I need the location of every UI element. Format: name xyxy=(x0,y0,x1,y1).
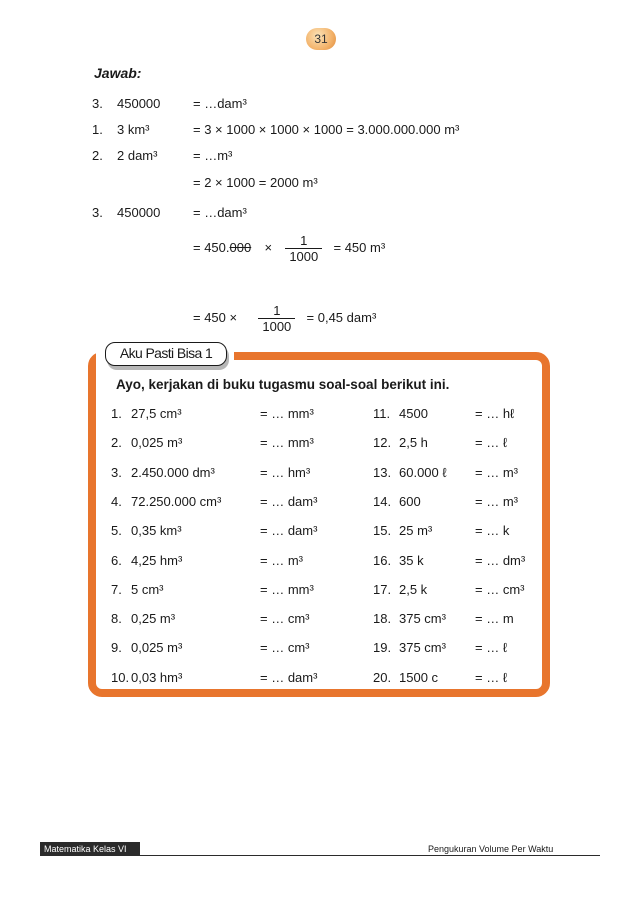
exercise-box xyxy=(88,345,550,697)
solution-row-5-lhs: 450000 xyxy=(117,205,161,220)
exercise-left-item-5-number: 5. xyxy=(111,523,122,539)
solution-row-6-pre: = 450. xyxy=(193,239,230,255)
exercise-right-item-3-question: 60.000 ℓ xyxy=(399,464,447,480)
exercise-right-item-3-answer: = … m³ xyxy=(475,464,518,480)
exercise-left-item-3-answer: = … hm³ xyxy=(260,464,311,480)
exercise-right-item-1-question: 4500 xyxy=(399,406,428,421)
exercise-right-item-5-answer: = … k xyxy=(475,523,510,539)
exercise-right-item-4-answer: = … m³ xyxy=(475,493,518,509)
exercise-right-item-7-question: 2,5 k xyxy=(399,581,428,597)
exercise-left-item-8-number: 8. xyxy=(111,611,122,627)
solution-row-5-number: 3. xyxy=(92,205,103,220)
exercise-left-item-1-question: 27,5 cm³ xyxy=(131,406,182,421)
footer-book-title: Matematika Kelas VI xyxy=(44,844,127,854)
exercise-left-item-7-question: 5 cm³ xyxy=(131,581,164,597)
exercise-left-item-5-answer: = … dam³ xyxy=(260,523,318,539)
exercise-left-item-1-answer: = … mm³ xyxy=(260,406,314,421)
solution-row-6-times: × xyxy=(264,239,273,255)
exercise-right-item-9-answer: = … ℓ xyxy=(475,640,508,656)
exercise-left-item-7-answer: = … mm³ xyxy=(260,581,314,597)
solution-row-7-result: = 0,45 dam³ xyxy=(306,309,377,325)
exercise-left-item-9-question: 0,025 m³ xyxy=(131,640,183,656)
exercise-right-item-7-number: 17. xyxy=(373,581,392,597)
exercise-left-item-10-question: 0,03 hm³ xyxy=(131,669,183,685)
exercise-right-item-6-number: 16. xyxy=(373,552,392,568)
exercise-left-item-10-number: 10. xyxy=(111,669,130,685)
exercise-left-item-7-number: 7. xyxy=(111,581,122,597)
solution-row-3-lhs: 2 dam³ xyxy=(117,148,158,163)
solution-row-1-lhs: 450000 xyxy=(117,96,161,111)
solution-row-7-pre: = 450 × xyxy=(193,309,238,325)
exercise-left-item-9-number: 9. xyxy=(111,640,122,656)
exercise-right-item-9-number: 19. xyxy=(373,640,392,656)
exercise-left-item-2-answer: = … mm³ xyxy=(260,435,314,451)
solution-row-7-fraction xyxy=(258,303,295,334)
exercise-right-item-2-answer: = … ℓ xyxy=(475,435,508,451)
exercise-right-item-6-question: 35 k xyxy=(399,552,424,568)
exercise-left-item-2-number: 2. xyxy=(111,435,122,451)
exercise-left-item-10-answer: = … dam³ xyxy=(260,669,318,685)
fraction-numerator: 1 xyxy=(273,303,281,318)
solution-row-6 xyxy=(193,233,385,264)
exercise-right-item-7-answer: = … cm³ xyxy=(475,581,525,597)
exercise-left-item-6-answer: = … m³ xyxy=(260,552,303,568)
solution-row-1-number: 3. xyxy=(92,96,103,111)
exercise-right-item-1-answer: = … hℓ xyxy=(475,406,515,421)
exercise-left-item-4-answer: = … dam³ xyxy=(260,493,318,509)
solution-row-3-number: 2. xyxy=(92,148,103,163)
exercise-left-item-2-question: 0,025 m³ xyxy=(131,435,183,451)
exercise-left-item-9-answer: = … cm³ xyxy=(260,640,310,656)
exercise-right-item-5-number: 15. xyxy=(373,523,392,539)
solution-row-2-lhs: 3 km³ xyxy=(117,122,150,137)
solution-row-6-result: = 450 m³ xyxy=(333,239,386,255)
exercise-right-item-1-number: 11. xyxy=(373,406,391,421)
solution-row-6-struck-zeros: 000 xyxy=(229,239,252,255)
exercise-right-item-5-question: 25 m³ xyxy=(399,523,433,539)
exercise-left-item-8-question: 0,25 m³ xyxy=(131,611,176,627)
exercise-left-item-6-number: 6. xyxy=(111,552,122,568)
footer-chapter-title: Pengukuran Volume Per Waktu xyxy=(428,844,554,854)
exercise-box-title: Aku Pasti Bisa 1 xyxy=(105,342,227,366)
page-number-badge: 31 xyxy=(306,28,336,50)
fraction-denominator: 1000 xyxy=(258,318,295,334)
exercise-right-item-9-question: 375 cm³ xyxy=(399,640,446,656)
exercise-right-item-8-number: 18. xyxy=(373,611,392,627)
solution-row-2-number: 1. xyxy=(92,122,103,137)
exercise-left-item-3-question: 2.450.000 dm³ xyxy=(131,464,215,480)
solution-row-6-fraction xyxy=(285,233,322,264)
exercise-right-item-10-number: 20. xyxy=(373,669,392,685)
exercise-instruction: Ayo, kerjakan di buku tugasmu soal-soal berikut ini. xyxy=(116,377,450,392)
fraction-numerator: 1 xyxy=(300,233,308,248)
exercise-right-item-10-answer: = … ℓ xyxy=(475,669,508,685)
solution-row-7 xyxy=(193,303,376,334)
solution-row-3-rhs: = …m³ xyxy=(193,148,233,163)
fraction-denominator: 1000 xyxy=(285,248,322,264)
exercise-right-item-6-answer: = … dm³ xyxy=(475,552,526,568)
answer-heading: Jawab: xyxy=(94,65,142,81)
solution-row-4-rhs: = 2 × 1000 = 2000 m³ xyxy=(193,175,318,190)
exercise-left-item-1-number: 1. xyxy=(111,406,122,421)
solution-row-2-rhs: = 3 × 1000 × 1000 × 1000 = 3.000.000.000 m³ xyxy=(193,122,460,137)
exercise-right-item-10-question: 1500 c xyxy=(399,669,439,685)
solution-row-5-rhs: = …dam³ xyxy=(193,205,247,220)
exercise-left-item-8-answer: = … cm³ xyxy=(260,611,310,627)
exercise-right-item-8-question: 375 cm³ xyxy=(399,611,446,627)
exercise-left-item-3-number: 3. xyxy=(111,464,122,480)
exercise-left-item-5-question: 0,35 km³ xyxy=(131,523,182,539)
exercise-left-item-4-number: 4. xyxy=(111,493,122,509)
exercise-left-item-6-question: 4,25 hm³ xyxy=(131,552,183,568)
exercise-right-item-8-answer: = … m xyxy=(475,611,514,627)
exercise-right-item-2-number: 12. xyxy=(373,435,392,451)
exercise-left-item-4-question: 72.250.000 cm³ xyxy=(131,493,222,509)
exercise-right-item-2-question: 2,5 h xyxy=(399,435,428,451)
exercise-right-item-4-number: 14. xyxy=(373,493,392,509)
exercise-right-item-3-number: 13. xyxy=(373,464,392,480)
exercise-right-item-4-question: 600 xyxy=(399,493,421,509)
solution-row-1-rhs: = …dam³ xyxy=(193,96,247,111)
